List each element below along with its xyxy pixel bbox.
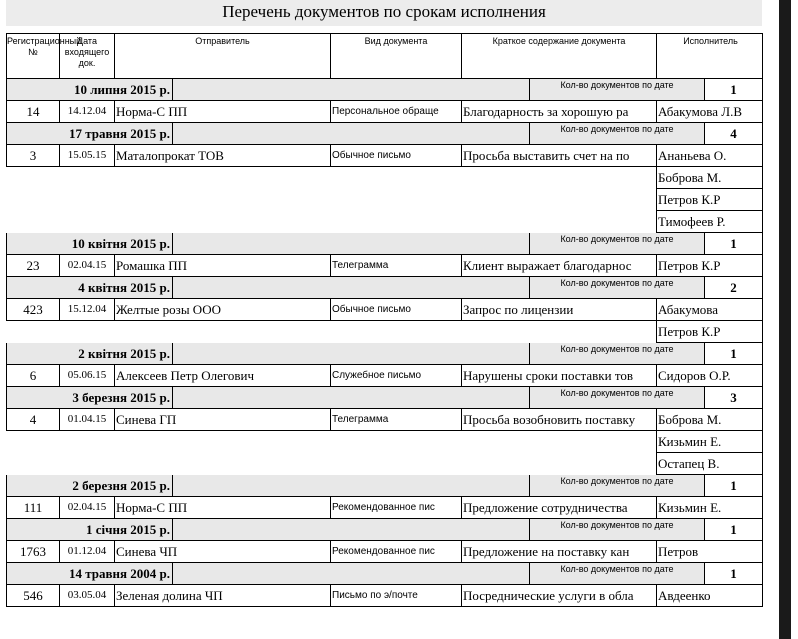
executor: Боброва М. xyxy=(658,412,722,427)
doc-date: 14.12.04 xyxy=(60,101,115,122)
executor: Тимофеев Р. xyxy=(656,211,763,233)
reg-number: 546 xyxy=(7,585,60,606)
summary: Просьба выставить счет на по xyxy=(462,145,657,166)
sender: Норма-С ПП xyxy=(115,101,331,122)
date-group-row xyxy=(6,79,763,101)
count-label: Кол-во документов по дате xyxy=(529,233,705,254)
document-row xyxy=(6,299,763,321)
header-sender: Отправитель xyxy=(115,34,331,78)
date-group-row xyxy=(6,277,763,299)
summary: Посреднические услуги в обла xyxy=(462,585,657,606)
summary: Запрос по лицензии xyxy=(462,299,657,320)
group-count: 1 xyxy=(705,343,762,364)
date-group-row xyxy=(6,387,763,409)
doc-kind: Обычное письмо xyxy=(331,145,462,166)
documents-table xyxy=(6,33,763,607)
group-count: 1 xyxy=(705,563,762,584)
doc-kind: Обычное письмо xyxy=(331,299,462,320)
executor: Остапец В. xyxy=(656,453,763,475)
header-date: Дата входящего док. xyxy=(60,34,115,78)
document-row xyxy=(6,585,763,607)
doc-kind: Письмо по э/почте xyxy=(331,585,462,606)
executor: Петров К.Р xyxy=(656,189,763,211)
doc-kind: Служебное письмо xyxy=(331,365,462,386)
header-reg: Регистрационный № xyxy=(7,34,60,78)
group-date: 1 січня 2015 р. xyxy=(7,519,173,540)
header-executor: Исполнитель xyxy=(683,36,738,46)
document-row xyxy=(6,255,763,277)
executor-row xyxy=(6,189,763,211)
group-date: 10 липня 2015 р. xyxy=(7,79,173,100)
count-label: Кол-во документов по дате xyxy=(529,79,705,100)
doc-date: 05.06.15 xyxy=(60,365,115,386)
executor: Петров К.Р xyxy=(656,321,763,343)
date-group-row xyxy=(6,233,763,255)
sender: Синева ЧП xyxy=(115,541,331,562)
sender: Желтые розы ООО xyxy=(115,299,331,320)
reg-number: 3 xyxy=(7,145,60,166)
executor-row xyxy=(6,453,763,475)
count-label: Кол-во документов по дате xyxy=(529,563,705,584)
doc-kind: Персональное обраще xyxy=(331,101,462,122)
executor: Петров xyxy=(658,544,699,559)
executor: Ананьева О. xyxy=(658,148,727,163)
group-date: 4 квітня 2015 р. xyxy=(7,277,173,298)
report-title: Перечень документов по срокам исполнения xyxy=(6,0,762,26)
group-count: 4 xyxy=(705,123,762,144)
document-row xyxy=(6,145,763,167)
count-label: Кол-во документов по дате xyxy=(529,123,705,144)
summary: Нарушены сроки поставки тов xyxy=(462,365,657,386)
group-date: 10 квітня 2015 р. xyxy=(7,233,173,254)
reg-number: 14 xyxy=(7,101,60,122)
date-group-row xyxy=(6,563,763,585)
doc-date: 01.12.04 xyxy=(60,541,115,562)
count-label: Кол-во документов по дате xyxy=(529,475,705,496)
reg-number: 1763 xyxy=(7,541,60,562)
sender: Синева ГП xyxy=(115,409,331,430)
count-label: Кол-во документов по дате xyxy=(529,387,705,408)
reg-number: 6 xyxy=(7,365,60,386)
group-count: 1 xyxy=(705,519,762,540)
doc-date: 02.04.15 xyxy=(60,255,115,276)
count-label: Кол-во документов по дате xyxy=(529,277,705,298)
reg-number: 423 xyxy=(7,299,60,320)
reg-number: 23 xyxy=(7,255,60,276)
executor: Сидоров О.Р. xyxy=(658,368,731,383)
group-date: 2 квітня 2015 р. xyxy=(7,343,173,364)
header-kind: Вид документа xyxy=(331,34,462,78)
reg-number: 111 xyxy=(7,497,60,518)
group-date: 3 березня 2015 р. xyxy=(7,387,173,408)
summary: Благодарность за хорошую ра xyxy=(462,101,657,122)
date-group-row xyxy=(6,475,763,497)
summary: Просьба возобновить поставку xyxy=(462,409,657,430)
group-date: 2 березня 2015 р. xyxy=(7,475,173,496)
group-count: 1 xyxy=(705,233,762,254)
doc-kind: Телеграмма xyxy=(331,255,462,276)
sender: Норма-С ПП xyxy=(115,497,331,518)
executor-row xyxy=(6,167,763,189)
sender: Зеленая долина ЧП xyxy=(115,585,331,606)
executor-row xyxy=(6,321,763,343)
group-count: 2 xyxy=(705,277,762,298)
group-count: 3 xyxy=(705,387,762,408)
executor: Авдеенко xyxy=(658,588,711,603)
group-date: 14 травня 2004 р. xyxy=(7,563,173,584)
doc-date: 03.05.04 xyxy=(60,585,115,606)
executor: Абакумова xyxy=(658,302,719,317)
executor: Петров К.Р xyxy=(658,258,721,273)
summary: Клиент выражает благодарнос xyxy=(462,255,657,276)
count-label: Кол-во документов по дате xyxy=(529,343,705,364)
count-label: Кол-во документов по дате xyxy=(529,519,705,540)
doc-date: 01.04.15 xyxy=(60,409,115,430)
document-row xyxy=(6,365,763,387)
group-count: 1 xyxy=(705,79,762,100)
date-group-row xyxy=(6,519,763,541)
right-edge-bar xyxy=(779,0,791,639)
doc-date: 15.05.15 xyxy=(60,145,115,166)
group-count: 1 xyxy=(705,475,762,496)
sender: Алексеев Петр Олегович xyxy=(115,365,331,386)
executor: Абакумова Л.В xyxy=(658,104,743,119)
date-group-row xyxy=(6,123,763,145)
executor-row xyxy=(6,431,763,453)
document-row xyxy=(6,409,763,431)
group-date: 17 травня 2015 р. xyxy=(7,123,173,144)
reg-number: 4 xyxy=(7,409,60,430)
executor: Кизьмин Е. xyxy=(658,500,722,515)
doc-kind: Телеграмма xyxy=(331,409,462,430)
document-row xyxy=(6,497,763,519)
summary: Предложение сотрудничества xyxy=(462,497,657,518)
document-row xyxy=(6,101,763,123)
table-header xyxy=(6,33,763,79)
executor: Боброва М. xyxy=(656,167,763,189)
sender: Маталопрокат ТОВ xyxy=(115,145,331,166)
doc-kind: Рекомендованное пис xyxy=(331,541,462,562)
executor: Кизьмин Е. xyxy=(656,431,763,453)
document-row xyxy=(6,541,763,563)
summary: Предложение на поставку кан xyxy=(462,541,657,562)
doc-date: 02.04.15 xyxy=(60,497,115,518)
doc-kind: Рекомендованное пис xyxy=(331,497,462,518)
doc-date: 15.12.04 xyxy=(60,299,115,320)
executor-row xyxy=(6,211,763,233)
date-group-row xyxy=(6,343,763,365)
header-summary: Краткое содержание документа xyxy=(462,34,657,78)
sender: Ромашка ПП xyxy=(115,255,331,276)
